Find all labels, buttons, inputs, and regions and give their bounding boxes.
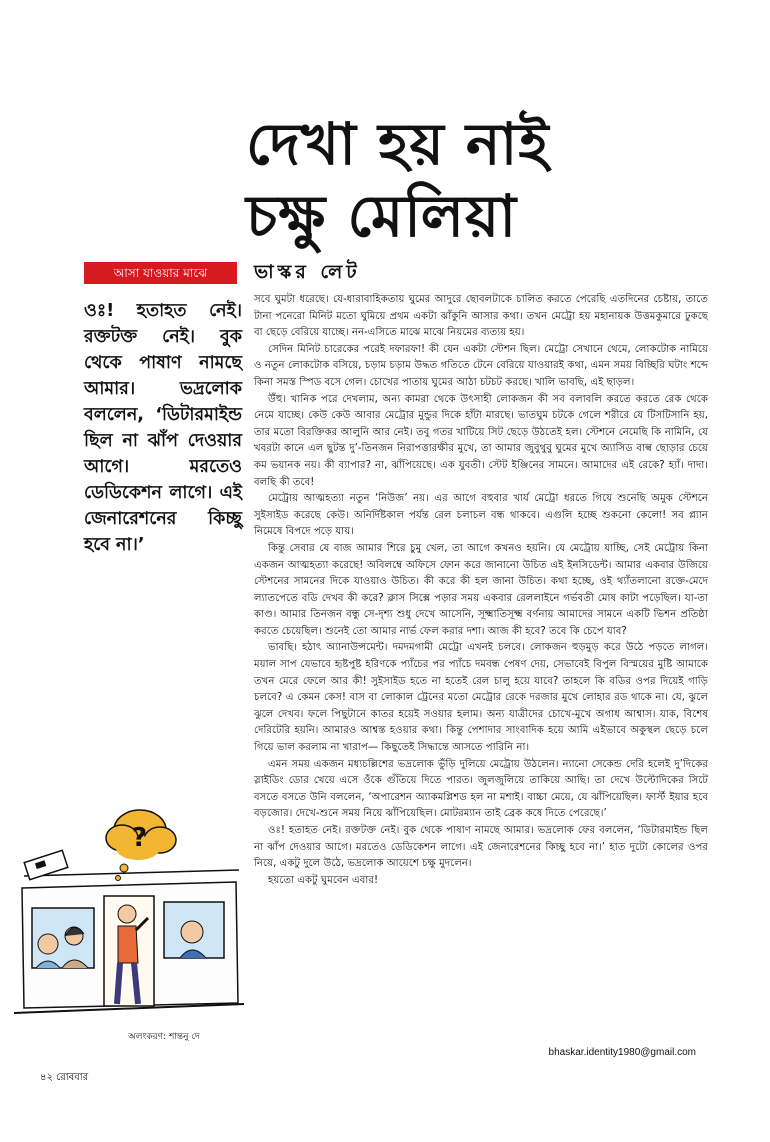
paragraph: সেদিন মিনিট চারেকের পরেই দফারফা! কী যেন একটা স্টেশন ছিল। মেট্রো সেখানে থেমে, লোকটোক নামিয়ে ও নতুন লোকটোক বসিয়ে, চড়াম চড়াম উদ্ধত গতিতে টেনে বেরিয়ে যাওয়ারই কথা, এমন সময় বিচ্ছিরি ঘটাং শব্দে কিনা সমস্ত স্পিড বসে গেল। চোখের পাতায় ঘুমের আঠা চটচট করছে। খালি ভাবছি, এই ছাড়ল। [254,343,708,388]
pull-quote: ওঃ! হতাহত নেই। রক্তটক্ত নেই। বুক থেকে পাষাণ নামছে আমার। ভদ্রলোক বললেন, ‘ডিটারমাইন্ড ছিল না ঝাঁপ দেওয়ার আগে। মরতেও ডেডিকেশন লাগে। এই জেনারেশনের কিচ্ছু হবে না।’ [84,301,242,555]
article-body [254,292,708,889]
paragraph: সবে ঘুমটা ধরেছে। যে-ধারাবাহিকতায় ঘুমের আদুরে ছোবলটাকে চালিত করতে পেরেছি এতদিনের চেষ্টায়, তাতে টানা পনেরো মিনিট মতো ঘুমিয়ে প্রথম একটা ঝাঁকুনি আসার কথা। তখন মেট্রো হয় মহানায়ক উত্তমকুমারে ঢুকছে বা ছেড়ে বেরিয়ে যাচ্ছে। নন-এসিতে মাঝে মাঝে নিয়মের ব্যত্যয় হয়। [254,294,708,339]
illustration-credit: অলংকরণ: শান্তনু দে [128,1032,200,1042]
article-title [246,108,716,252]
thought-cloud-icon [106,810,176,881]
paragraph: হয়তো একটু ঘুমবেন এবার! [268,874,379,886]
paragraph: উঁহু। খানিক পরে দেখলাম, অন্য কামরা থেকে উৎসাহী লোকজন কী সব বলাবলি করতে করতে রেক থেকে নেমে যাচ্ছে। কেউ কেউ আবার মেট্রোর মুন্ডুর দিকে হাঁটা মারছে। ভাতঘুম চটকে গেলে শরীরে যে টিসটিসানি হয়, তার মতো বিরক্তিকর আলুনি আর নেই। তবু গতর খাটিয়ে সিট ছেড়ে উঠতেই হল। স্টেশনে নেমেছি কি নামিনি, যে খবরটা কানে এল ছুটন্ত দু’-তিনজন নিরাপত্তারক্ষীর মুখে, তা আমার জুবুথুবু ঘুমের মুখে অ্যাসিড বাল্ব ছোড়ার চেয়ে কম ভয়ানক নয়। কী ব্যাপার? না, ঝাঁপিয়েছে। এক যুবতী। স্টেট ইঞ্জিনের সামনে। আমাদের এই রেকে? হ্যাঁ। দাদা। বলছি কী তবে! [254,393,708,488]
author-email: bhaskar.identity1980@gmail.com [548,1047,696,1058]
paragraph: ভাবছি। হঠাৎ অ্যানাউন্সমেন্ট। দমদমগামী মেট্রো এখনই চলবে। লোকজন হুড়মুড় করে উঠে পড়তে লাগল। ময়াল সাপ যেভাবে হৃষ্টপুষ্ট হরিণকে প্যাঁচের পর প্যাঁচে দমবন্ধ পেষণ দেয়, সেভাবেই বিপুল বিস্ময়ের মুষ্টি আমাকে তখন মেরে ফেলে আর কী! সুইসাইড হতে না হতেই রেল চালু হয়ে যাবে? তাহলে কি বডির ওপর দিয়েই গাড়ি চলবে? এ কেমন কেস! বাস বা লোকাল ট্রেনের মতো মেট্রোর রেকে দরজার মুখে লোহার রড থাকে না। যে, ঝুলে ঝুলে দেখব। ফলে পিছুটানে কাতর হয়েই সওয়ার হলাম। অন্য যাত্রীদের চোখে-মুখে অগাধ আশ্বাস। যাক, বিশেষ দেরিটেরি হয়নি। আমারও আশ্বস্ত হওয়ার কথা। কিন্তু পেশাদার সাংবাদিক হয়ে আমি এইভাবে অকুস্থল ছেড়ে চলে গিয়ে ভাল করলাম না খারাপ— কিছুতেই সিদ্ধান্তে আসতে পারিনি না। [254,642,708,754]
title-line-1: দেখা হয় নাই [246,110,550,178]
metro-illustration [14,758,244,1028]
metro-drawing [14,758,244,1028]
section-tag: আসা যাওয়ার মাঝে [84,262,237,284]
paragraph: ওঃ! হতাহত নেই। রক্তটক্ত নেই। বুক থেকে পাষাণ নামছে আমার। ভদ্রলোক ফের বললেন, ‘ডিটারমাইন্ড ছিল না ঝাঁপ দেওয়ার আগে। মরতেও ডেডিকেশন লাগে। এই জেনারেশনের কিচ্ছু হবে না।’ হাত দুটো কোলের ওপর নিয়ে, একটু দুলে উঠে, ভদ্রলোক আয়েশে চক্ষু মুদলেন। [254,825,708,870]
author-byline: ভাস্কর লেট [254,261,361,283]
title-line-2: চক্ষু মেলিয়া [246,182,518,250]
page-folio: ৪২ রোববার [40,1072,89,1083]
svg-text:?: ? [132,823,148,853]
paragraph: মেট্রোয় আত্মহত্যা নতুন ‘নিউজ’ নয়। এর আগে বহুবার খার্য মেট্রো ধরতে গিয়ে শুনেছি অমুক স্টেশনে সুইসাইড করেছে কেউ। অনির্দিষ্টকাল পর্যন্ত রেল চলাচল বন্ধ থাকবে। এগুলি হচ্ছে শুকনো কেলো! সব প্ল্যান নিমেষে বিপদে পড়ে যায়। [254,493,708,538]
paragraph: কিন্তু সেবার যে বাজ আমার শিরে চুমু খেল, তা আগে কখনও হয়নি। যে মেট্রোয় যাচ্ছি, সেই মেট্রোয় কিনা একজন আত্মহত্যা করেছে! অবিলম্বে অফিসে ফোন করে জানানো উচিত এই ইনসিডেন্ট। আমার একবার উজিয়ে স্টেশনের সামনের দিকে যাওয়াও উচিত। কী করে কী হল জানা উচিত। কথা হচ্ছে, ওই থ্যাঁতলানো রক্তে-মেদে ল্যাতপেতে বডি দেখব কী করে? ক্লাস সিক্সে পড়ার সময় একবার রেললাইনে গর্ভবতী মোষ কাটা পড়েছিল। যা-তা কাণ্ড। আমার তিনজন বন্ধু সে-দৃশ্য শুধু দেখে আসেনি, সূক্ষ্মাতিসূক্ষ্ম বর্ণনায় আমাদের সামনে একটি ভিশন প্রতিষ্ঠা করতে চেয়েছিল। শুনেই তো আমার নার্ভ ফেল করার দশা। আজ কী হবে? তবে কি চেপে যাব? [254,542,708,637]
paragraph: এমন সময় একজন মধ্যচল্লিশের ভদ্রলোক ভুঁড়ি দুলিয়ে মেট্রোয় উঠলেন। ন্যানো সেকেন্ড দেরি হলেই দু’দিকের স্লাইডিং ডোর খেয়ে এসে ওঁকে গুঁতিয়ে দিতে পারত। জুলজুলিয়ে তাকিয়ে আছি। তা দেখে উল্টোদিকের সিটে বসতে বসতে উনি বললেন, ‘অপারেশন অ্যাকমপ্লিশড হল না মশাই। বাচ্চা মেয়ে, যে ঝাঁপিয়েছিল। ফার্স্ট ইয়ার হবে বড়জোর। দেখে-শুনে সময় নিয়ে ঝাঁপিয়েছিল। মোটরম্যান তাই ব্রেক কষে দিতে পেরেছে।’ [254,758,708,820]
